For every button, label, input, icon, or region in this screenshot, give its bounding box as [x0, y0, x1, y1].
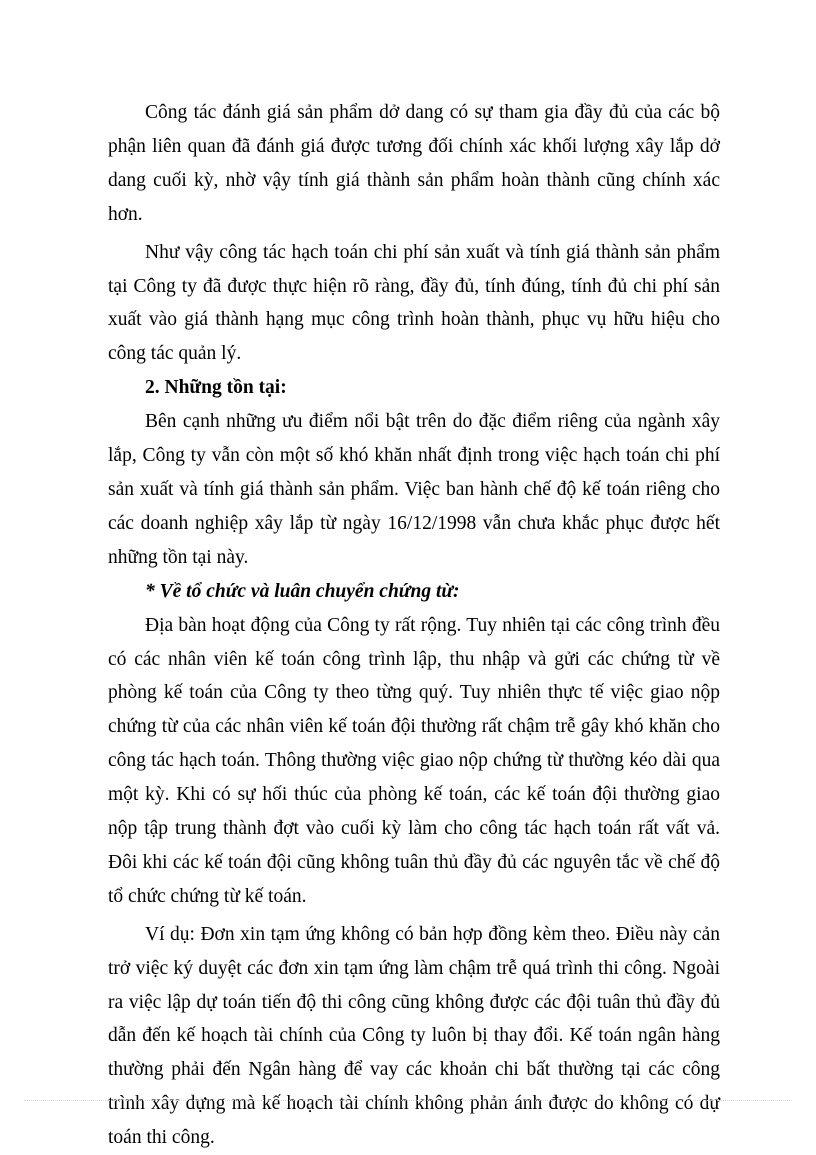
paragraph-example: Ví dụ: Đơn xin tạm ứng không có bản hợp đồng kèm theo. Điều này cản trở việc ký duyệt các đơn xin tạm ứng làm chậm trễ quá trình thi công. Ngoài ra việc lập dự toán tiến độ thi công cũng không được các đội tuân thủ đầy đủ dẫn đến kế hoạch tài chính của Công ty luôn bị thay đổi. Kế toán ngân hàng thường phải đến Ngân hàng để vay các khoản chi bất thường tại các công trình xây dựng mà kế hoạch tài chính không phản ánh được do không có dự toán thi công.: [108, 923, 720, 1149]
paragraph-difficulties: Bên cạnh những ưu điểm nổi bật trên do đặc điểm riêng của ngành xây lắp, Công ty vẫn còn một số khó khăn nhất định trong việc hạch toán chi phí sản xuất và tính giá thành sản phẩm. Việc ban hành chế độ kế toán riêng cho các doanh nghiệp xây lắp từ ngày 16/12/1998 vẫn chưa khắc phục được hết những tồn tại này.: [108, 411, 720, 568]
paragraph-product-evaluation: Công tác đánh giá sản phẩm dở dang có sự tham gia đầy đủ của các bộ phận liên quan đã đánh giá được tương đối chính xác khối lượng xây lắp dở dang cuối kỳ, nhờ vậy tính giá thành sản phẩm hoàn thành cũng chính xác hơn.: [108, 102, 720, 225]
paragraph-operating-area: Địa bàn hoạt động của Công ty rất rộng. Tuy nhiên tại các công trình đều có các nhân viên kế toán công trình lập, thu nhập và gửi các chứng từ về phòng kế toán của Công ty theo từng quý. Tuy nhiên thực tế việc giao nộp chứng từ của các nhân viên kế toán đội thường rất chậm trễ gây khó khăn cho công tác hạch toán. Thông thường việc giao nộp chứng từ thường kéo dài qua một kỳ. Khi có sự hối thúc của phòng kế toán, các kế toán đội thường giao nộp tập trung thành đợt vào cuối kỳ làm cho công tác hạch toán rất vất vả. Đôi khi các kế toán đội cũng không tuân thủ đầy đủ các nguyên tắc về chế độ tổ chức chứng từ kế toán.: [108, 614, 720, 907]
document-body: [108, 96, 720, 1155]
subheading-voucher-organization: * Về tổ chức và luân chuyển chứng từ:: [145, 580, 460, 602]
page-bottom-divider: [24, 1100, 792, 1101]
section-heading-shortcomings: 2. Những tồn tại:: [145, 377, 287, 399]
paragraph-cost-accounting-summary: Như vậy công tác hạch toán chi phí sản xuất và tính giá thành sản phẩm tại Công ty đã được thực hiện rõ ràng, đầy đủ, tính đúng, tính đủ chi phí sản xuất vào giá thành hạng mục công trình hoàn thành, phục vụ hữu hiệu cho công tác quản lý.: [108, 241, 720, 365]
